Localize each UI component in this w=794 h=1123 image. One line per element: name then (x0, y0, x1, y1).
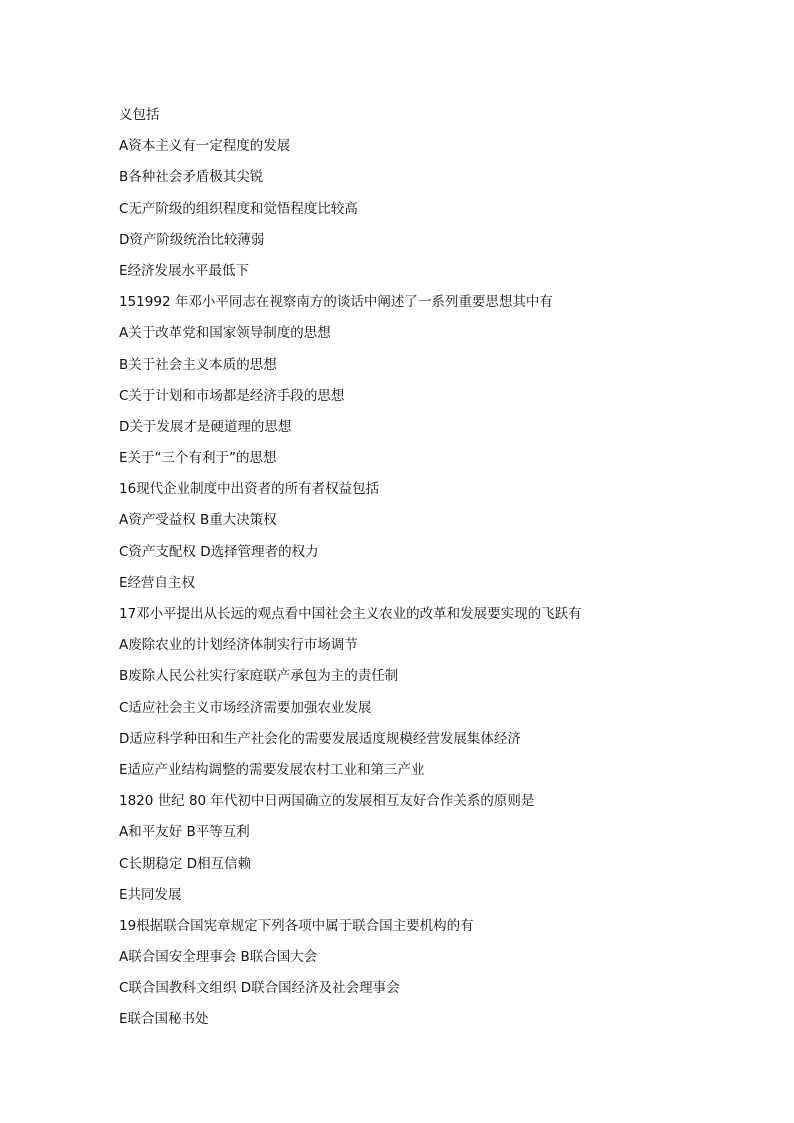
document-text-body (119, 100, 759, 1036)
text-line-option: E联合国秘书处 (119, 1011, 209, 1028)
text-line-option: C关于计划和市场都是经济手段的思想 (119, 387, 345, 404)
text-line-option: E经营自主权 (119, 574, 196, 591)
text-line-options-pair: C长期稳定 D相互信赖 (119, 855, 252, 872)
text-line-option: E经济发展水平最低下 (119, 262, 250, 279)
text-line-question-19: 19根据联合国宪章规定下列各项中属于联合国主要机构的有 (119, 917, 474, 934)
text-line-option: E共同发展 (119, 886, 182, 903)
text-line-option: A废除农业的计划经济体制实行市场调节 (119, 637, 358, 654)
text-line-options-pair: A和平友好 B平等互利 (119, 824, 250, 841)
text-line-question-stem-continuation: 义包括 (119, 107, 160, 123)
text-line-option: C适应社会主义市场经济需要加强农业发展 (119, 699, 372, 716)
text-line-option: A关于改革党和国家领导制度的思想 (119, 325, 331, 342)
text-line-option: B各种社会矛盾极其尖锐 (119, 169, 264, 186)
text-line-options-pair: A资产受益权 B重大决策权 (119, 512, 277, 529)
text-line-option: D适应科学种田和生产社会化的需要发展适度规模经营发展集体经济 (119, 730, 521, 747)
text-line-option: B废除人民公社实行家庭联产承包为主的责任制 (119, 668, 399, 685)
text-line-option: C无产阶级的组织程度和觉悟程度比较高 (119, 200, 358, 217)
text-line-options-pair: A联合国安全理事会 B联合国大会 (119, 949, 318, 966)
text-line-option: E关于“三个有利于”的思想 (119, 450, 277, 467)
text-line-options-pair: C联合国教科文组织 D联合国经济及社会理事会 (119, 980, 400, 997)
text-line-options-pair: C资产支配权 D选择管理者的权力 (119, 543, 319, 560)
text-line-question-15: 151992 年邓小平同志在视察南方的谈话中阐述了一系列重要思想其中有 (119, 294, 553, 311)
text-line-question-16: 16现代企业制度中出资者的所有者权益包括 (119, 481, 380, 498)
text-line-option: E适应产业结构调整的需要发展农村工业和第三产业 (119, 761, 425, 778)
text-line-option: B关于社会主义本质的思想 (119, 356, 277, 373)
text-line-option: D关于发展才是硬道理的思想 (119, 418, 292, 435)
text-line-question-17: 17邓小平提出从长远的观点看中国社会主义农业的改革和发展要实现的飞跃有 (119, 606, 582, 622)
text-line-question-18: 1820 世纪 80 年代初中日两国确立的发展相互友好合作关系的原则是 (119, 793, 535, 810)
text-line-option: A资本主义有一定程度的发展 (119, 138, 291, 155)
text-line-option: D资产阶级统治比较薄弱 (119, 231, 265, 248)
